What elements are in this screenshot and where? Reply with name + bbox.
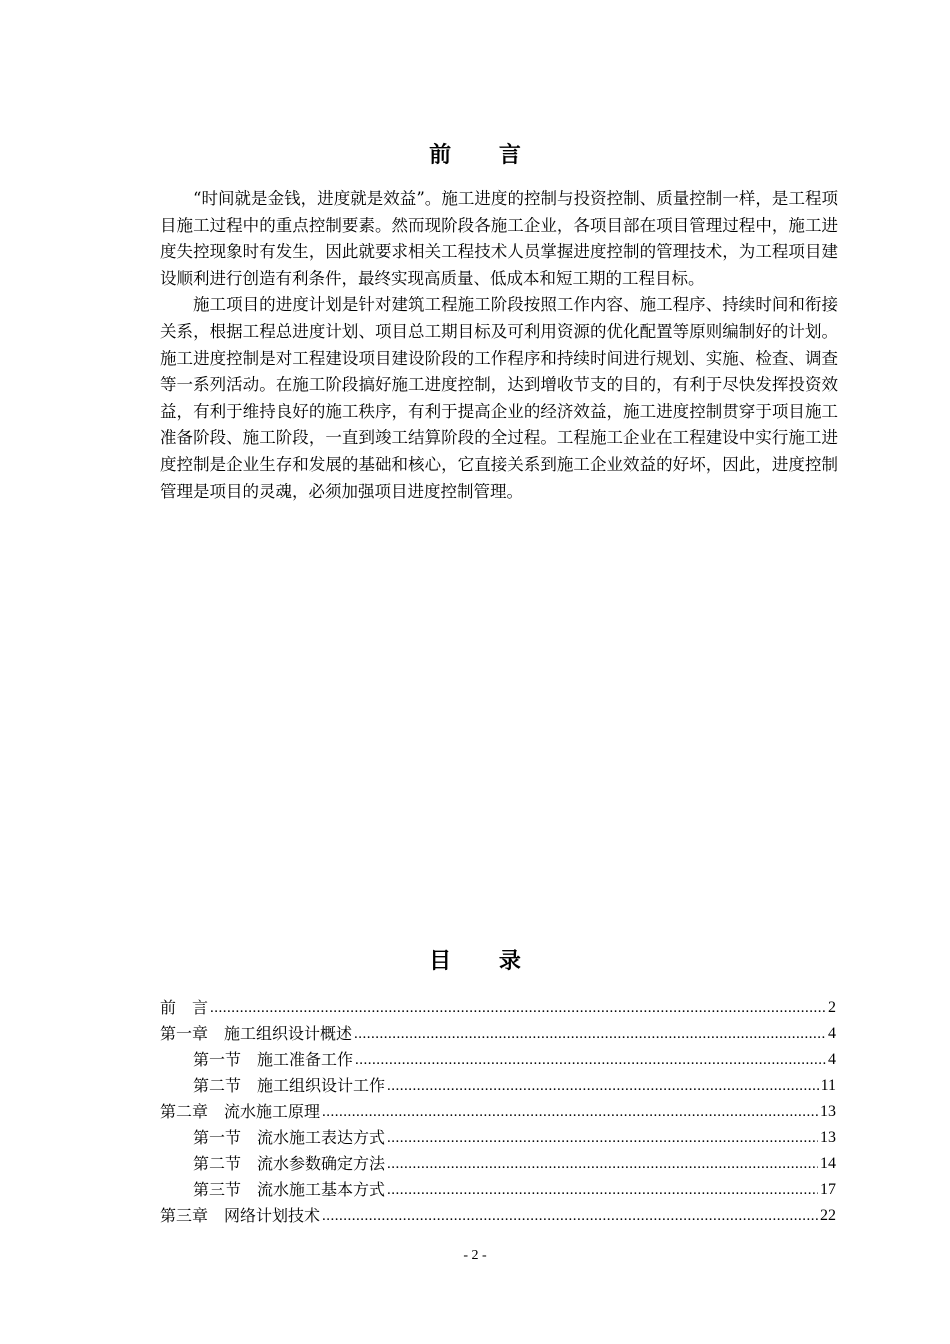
preface-body	[160, 186, 838, 505]
toc-entry-label: 第二节 施工组织设计工作	[193, 1076, 386, 1095]
toc-leader-dots	[354, 1021, 826, 1047]
toc-entry-preface[interactable]	[160, 995, 836, 1021]
toc-entry-page: 4	[828, 1051, 836, 1068]
toc-entry-page: 17	[820, 1181, 836, 1198]
table-of-contents	[160, 995, 836, 1229]
toc-entry-label: 前 言	[160, 998, 209, 1017]
toc-leader-dots	[387, 1073, 819, 1099]
preface-title: 前 言	[429, 142, 541, 168]
toc-entry-chapter-3[interactable]	[160, 1203, 836, 1229]
toc-entry-label: 第一章 施工组织设计概述	[160, 1024, 353, 1043]
toc-entry-label: 第二章 流水施工原理	[160, 1102, 321, 1121]
page-number-footer: - 2 -	[463, 1248, 487, 1263]
toc-leader-dots	[387, 1151, 818, 1177]
toc-leader-dots	[387, 1125, 818, 1151]
toc-entry-page: 11	[820, 1077, 836, 1094]
toc-entry-chapter-2-section-3[interactable]	[160, 1177, 836, 1203]
toc-entry-chapter-2-section-2[interactable]	[160, 1151, 836, 1177]
preface-paragraph-2: 施工项目的进度计划是针对建筑工程施工阶段按照工作内容、施工程序、持续时间和衔接关系，根据工程总进度计划、项目总工期目标及可利用资源的优化配置等原则编制好的计划。施工进度控制是对工程建设项目建设阶段的工作程序和持续时间进行规划、实施、检查、调查等一系列活动。在施工阶段搞好施工进度控制，达到增收节支的目的，有利于尽快发挥投资效益，有利于维持良好的施工秩序，有利于提高企业的经济效益，施工进度控制贯穿于项目施工准备阶段、施工阶段，一直到竣工结算阶段的全过程。工程施工企业在工程建设中实行施工进度控制是企业生存和发展的基础和核心，它直接关系到施工企业效益的好坏，因此，进度控制管理是项目的灵魂，必须加强项目进度控制管理。	[160, 295, 838, 501]
toc-title: 目 录	[429, 948, 541, 974]
toc-entry-page: 14	[820, 1155, 836, 1172]
toc-entry-page: 13	[820, 1103, 836, 1120]
toc-entry-label: 第二节 流水参数确定方法	[193, 1154, 386, 1173]
toc-leader-dots	[387, 1177, 818, 1203]
toc-leader-dots	[322, 1099, 818, 1125]
toc-leader-dots	[210, 995, 826, 1021]
toc-leader-dots	[355, 1047, 826, 1073]
toc-entry-page: 4	[828, 1025, 836, 1042]
toc-entry-label: 第一节 施工准备工作	[193, 1050, 354, 1069]
toc-entry-page: 22	[820, 1207, 836, 1224]
toc-entry-label: 第三节 流水施工基本方式	[193, 1180, 386, 1199]
toc-entry-label: 第三章 网络计划技术	[160, 1206, 321, 1225]
toc-leader-dots	[322, 1203, 818, 1229]
toc-entry-page: 13	[820, 1129, 836, 1146]
toc-entry-page: 2	[828, 999, 836, 1016]
toc-entry-label: 第一节 流水施工表达方式	[193, 1128, 386, 1147]
toc-entry-chapter-2-section-1[interactable]	[160, 1125, 836, 1151]
toc-entry-chapter-2[interactable]	[160, 1099, 836, 1125]
toc-entry-chapter-1-section-2[interactable]	[160, 1073, 836, 1099]
toc-entry-chapter-1[interactable]	[160, 1021, 836, 1047]
toc-entry-chapter-1-section-1[interactable]	[160, 1047, 836, 1073]
preface-paragraph-1: “时间就是金钱，进度就是效益”。施工进度的控制与投资控制、质量控制一样，是工程项目施工过程中的重点控制要素。然而现阶段各施工企业，各项目部在项目管理过程中，施工进度失控现象时有发生，因此就要求相关工程技术人员掌握进度控制的管理技术，为工程项目建设顺利进行创造有利条件，最终实现高质量、低成本和短工期的工程目标。	[160, 189, 838, 288]
